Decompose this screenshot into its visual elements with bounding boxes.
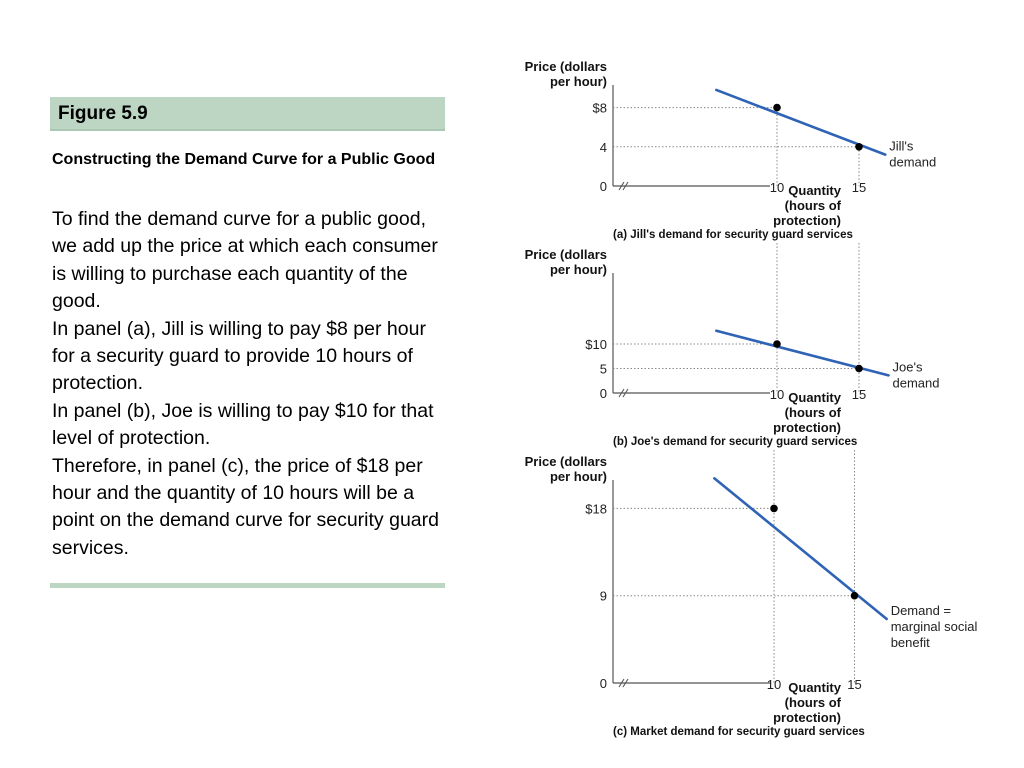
x-axis-title-line-1: Quantity [788, 183, 841, 198]
x-axis-title-line-2: (hours of [784, 198, 841, 213]
x-axis-title-line-3: protection) [773, 420, 841, 435]
x-tick-label-10: 10 [769, 387, 785, 402]
footer-rule [50, 583, 445, 588]
y-axis-title-line-1: Price (dollars [524, 59, 607, 74]
curve-label-line-2: demand [892, 375, 940, 391]
y-tick-label-9: 9 [599, 588, 607, 604]
x-axis-title-line-1: Quantity [788, 680, 841, 695]
caption-paragraph-intro: To find the demand curve for a public good, we add up the price at which each consumer is willing to purchase each quantity of the good. [52, 208, 438, 313]
panel-caption: (c) Market demand for security guard services [613, 726, 865, 738]
curve-label-line-2: demand [889, 154, 937, 170]
y-tick-label-4: 4 [599, 139, 607, 155]
x-axis-title-line-3: protection) [773, 213, 841, 228]
caption-paragraph-panel-a: In panel (a), Jill is willing to pay $8 per hour for a security guard to provide 10 hours of protection. [52, 317, 426, 395]
chart-panel-a [500, 55, 937, 245]
origin-label: 0 [599, 676, 607, 691]
chart-panel-c [500, 450, 978, 742]
data-point-10-10 [773, 340, 781, 348]
caption-paragraph-panel-c: Therefore, in panel (c), the price of $18 per hour and the quantity of 10 hours will be a point on the demand curve for security guard services. [52, 454, 439, 559]
panel-caption: (a) Jill's demand for security guard services [613, 229, 853, 241]
data-point-15-5 [855, 365, 863, 373]
x-tick-label-15: 15 [851, 180, 867, 195]
y-axis-title-line-2: per hour) [549, 262, 607, 277]
x-axis-title-line-2: (hours of [784, 695, 841, 710]
x-tick-label-15: 15 [851, 387, 867, 402]
data-point-10-18 [770, 505, 778, 513]
y-axis-title-line-1: Price (dollars [524, 247, 607, 262]
x-tick-label-10: 10 [766, 677, 782, 692]
y-tick-label-18: $18 [585, 501, 607, 517]
curve-label-line-1: Jill's [889, 138, 914, 154]
x-tick-label-15: 15 [847, 677, 862, 692]
y-tick-label-10: $10 [585, 337, 607, 352]
curve-label-line-1: Demand = [890, 602, 952, 618]
x-tick-label-10: 10 [769, 180, 785, 195]
caption-body [52, 206, 448, 562]
origin-label: 0 [599, 386, 607, 401]
curve-label-line-1: Joe's [892, 359, 923, 375]
y-tick-label-8: $8 [592, 100, 607, 116]
panel-caption: (b) Joe's demand for security guard services [613, 436, 858, 448]
data-point-15-9 [851, 592, 859, 600]
figure-header [50, 97, 445, 131]
x-axis-title-line-1: Quantity [788, 390, 841, 405]
caption-title: Constructing the Demand Curve for a Public Good [52, 151, 436, 168]
curve-label-line-2: marginal social [890, 618, 978, 634]
figure-title: Figure 5.9 [58, 103, 148, 124]
chart-panel-b [500, 243, 940, 448]
x-axis-title-line-3: protection) [773, 710, 841, 725]
x-axis-title-line-2: (hours of [784, 405, 841, 420]
y-axis-title-line-1: Price (dollars [524, 454, 607, 469]
caption-paragraph-panel-b: In panel (b), Joe is willing to pay $10 for that level of protection. [52, 399, 434, 450]
curve-label-line-3: benefit [890, 634, 930, 650]
y-axis-title-line-2: per hour) [549, 469, 607, 484]
data-point-15-4 [855, 143, 863, 151]
y-tick-label-5: 5 [599, 361, 607, 377]
data-point-10-8 [773, 104, 781, 112]
y-axis-title-line-2: per hour) [549, 74, 607, 89]
demand-curve-c [714, 478, 886, 619]
origin-label: 0 [599, 179, 607, 194]
